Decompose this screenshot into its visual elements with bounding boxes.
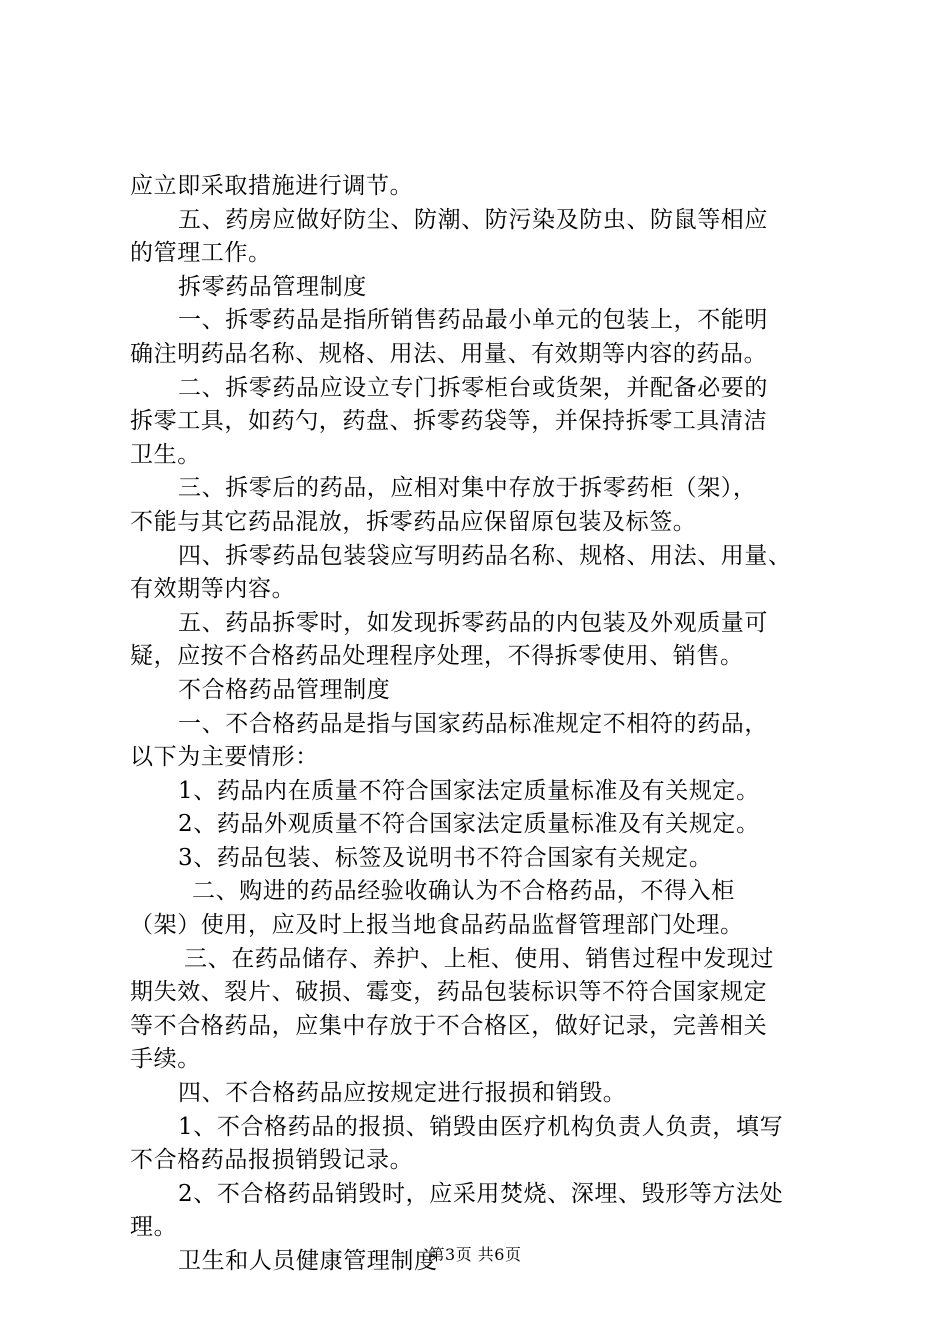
text-line: 三、拆零后的药品，应相对集中存放于拆零药柜（架）， — [178, 475, 757, 502]
text-line: 1、药品内在质量不符合国家法定质量标准及有关规定。 — [178, 777, 760, 804]
text-line: 不合格药品报损销毁记录。 — [130, 1147, 414, 1174]
text-line: 有效期等内容。 — [130, 576, 296, 603]
text-line: 的管理工作。 — [130, 240, 272, 267]
text-line: 二、拆零药品应设立专门拆零柜台或货架，并配备必要的 — [178, 374, 768, 401]
page-number-footer: 第3页 共6页 — [428, 1245, 522, 1264]
text-line: 确注明药品名称、规格、用法、用量、有效期等内容的药品。 — [130, 340, 768, 367]
text-line: 3、药品包装、标签及说明书不符合国家有关规定。 — [178, 844, 713, 871]
text-line: 四、拆零药品包装袋应写明药品名称、规格、用法、用量、 — [178, 542, 792, 569]
text-line: 一、拆零药品是指所销售药品最小单元的包装上，不能明 — [178, 307, 768, 334]
document-body — [130, 170, 830, 1279]
text-line: 等不合格药品，应集中存放于不合格区，做好记录，完善相关 — [130, 1012, 768, 1039]
text-line: 三、在药品储存、养护、上柜、使用、销售过程中发现过 — [184, 945, 774, 972]
text-line: 手续。 — [130, 1046, 201, 1073]
text-line: 2、不合格药品销毁时，应采用焚烧、深埋、毁形等方法处 — [178, 1180, 784, 1207]
text-line: 应立即采取措施进行调节。 — [130, 173, 414, 199]
text-line: 以下为主要情形： — [130, 744, 319, 771]
text-line: 疑，应按不合格药品处理程序处理，不得拆零使用、销售。 — [130, 643, 744, 670]
text-line: 五、药品拆零时，如发现拆零药品的内包装及外观质量可 — [178, 609, 768, 636]
text-line: 卫生。 — [130, 441, 201, 468]
text-line: 1、不合格药品的报损、销毁由医疗机构负责人负责，填写 — [178, 1113, 784, 1140]
text-line: （架）使用，应及时上报当地食品药品监督管理部门处理。 — [130, 912, 744, 939]
text-line: 期失效、裂片、破损、霉变，药品包装标识等不符合国家规定 — [130, 979, 768, 1006]
text-line: 五、药房应做好防尘、防潮、防污染及防虫、防鼠等相应 — [178, 206, 768, 233]
text-line: 拆零工具，如药勺，药盘、拆零药袋等，并保持拆零工具清洁 — [130, 408, 768, 435]
section-heading: 拆零药品管理制度 — [178, 273, 367, 300]
text-line: 四、不合格药品应按规定进行报损和销毁。 — [178, 1080, 627, 1107]
text-line: 2、药品外观质量不符合国家法定质量标准及有关规定。 — [178, 811, 760, 838]
text-line: 理。 — [130, 1214, 178, 1241]
section-heading: 卫生和人员健康管理制度 — [178, 1248, 438, 1274]
text-line: 二、购进的药品经验收确认为不合格药品，不得入柜 — [192, 878, 735, 905]
section-heading: 不合格药品管理制度 — [178, 676, 391, 703]
text-line: 不能与其它药品混放，拆零药品应保留原包装及标签。 — [130, 508, 697, 535]
text-line: 一、不合格药品是指与国家药品标准规定不相符的药品， — [178, 710, 768, 737]
